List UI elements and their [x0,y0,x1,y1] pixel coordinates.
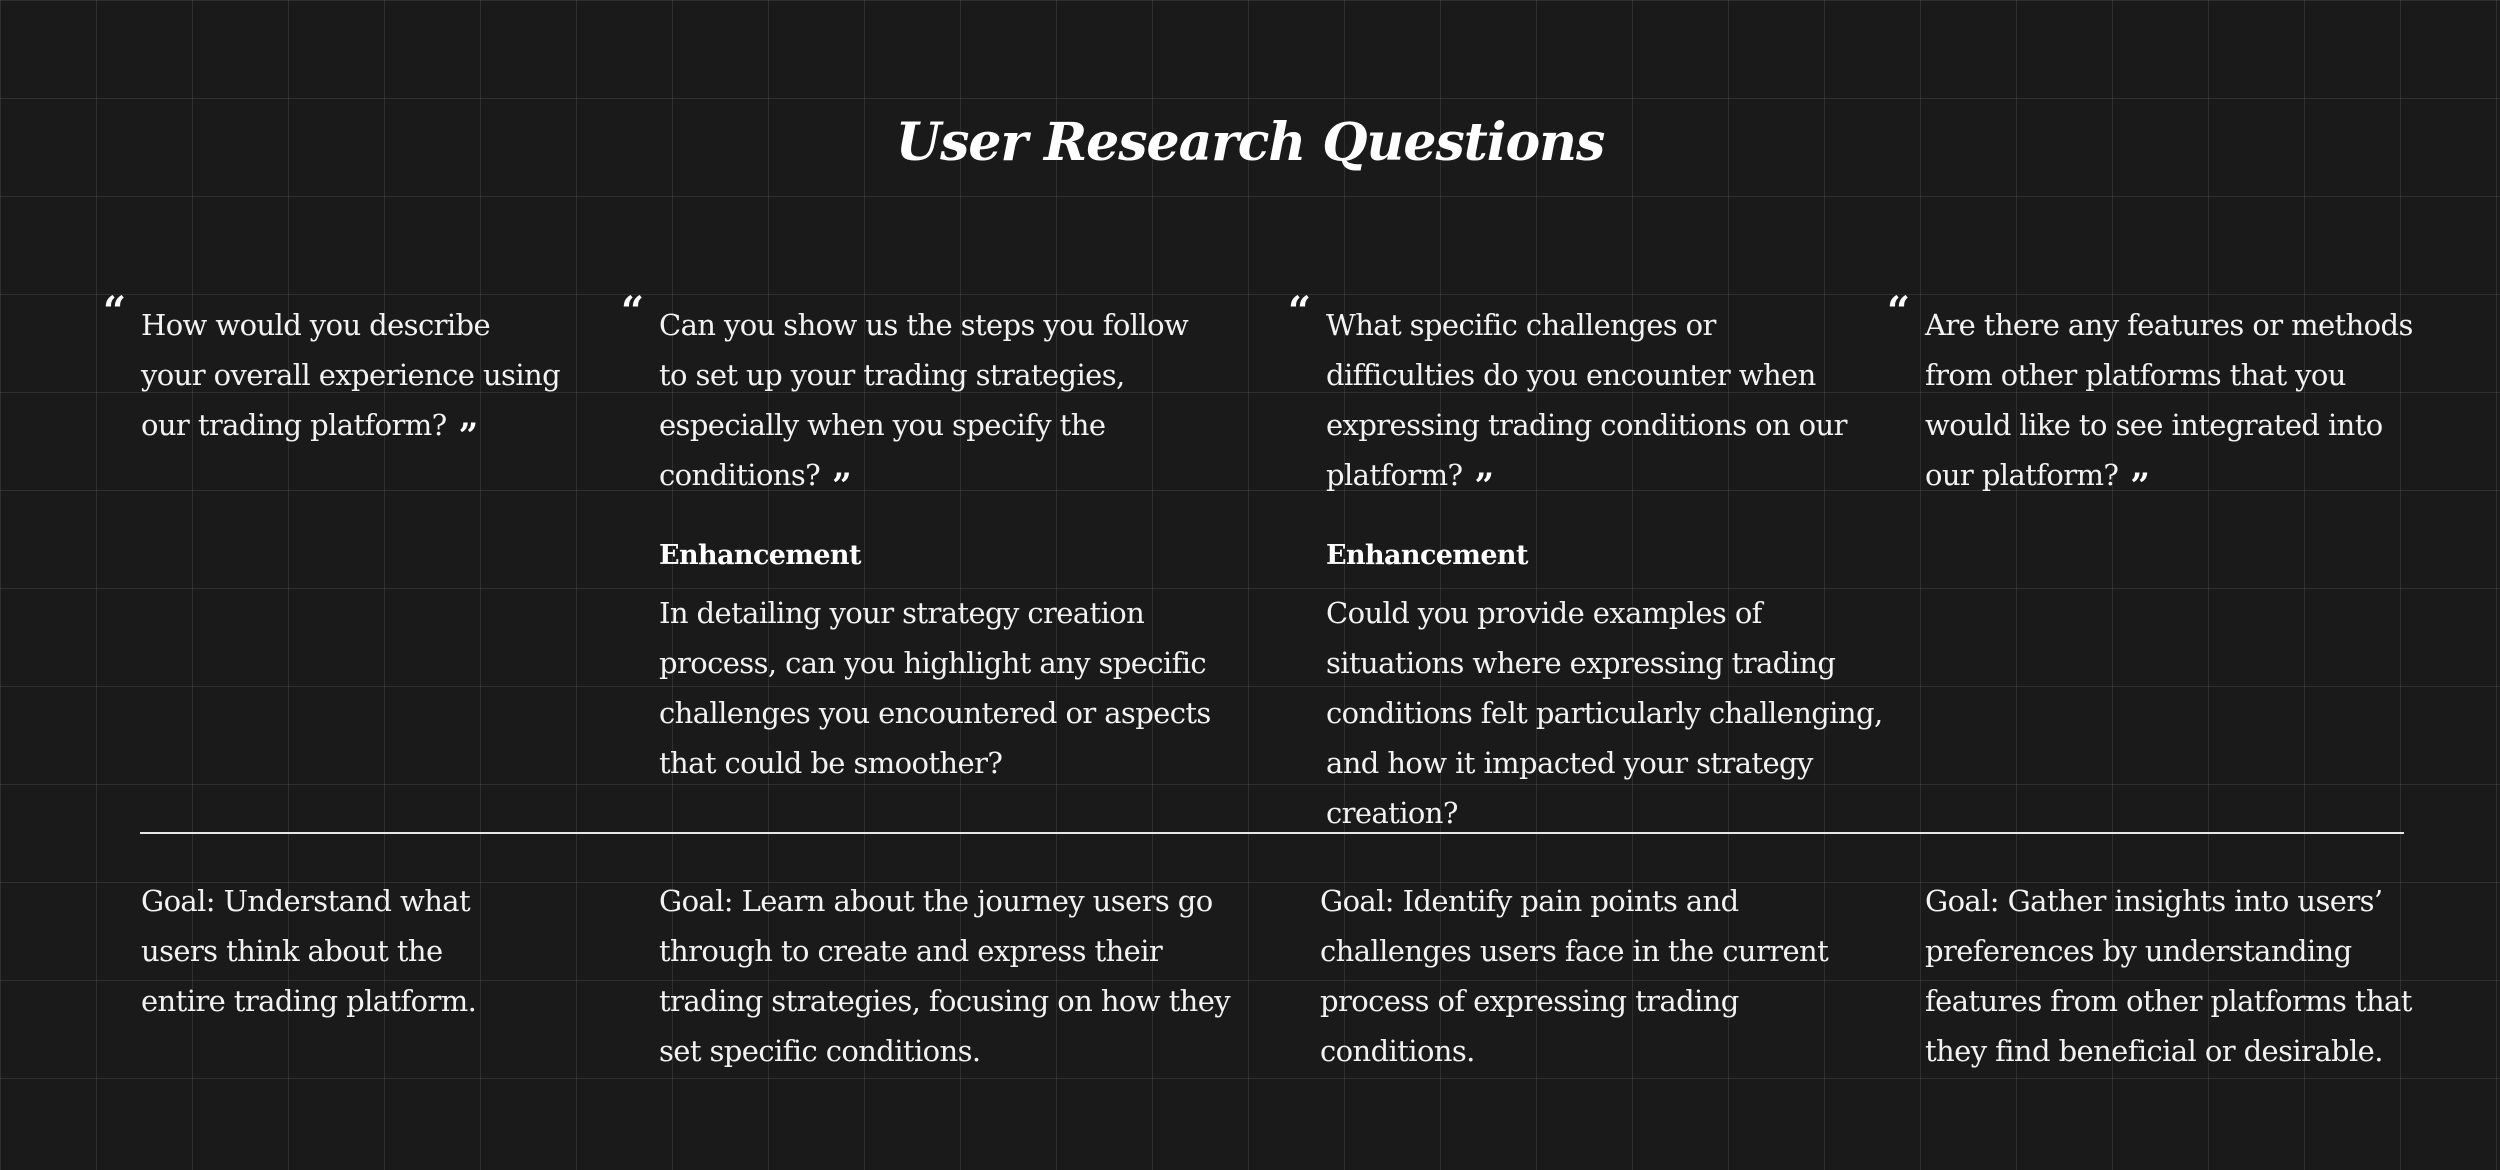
goal-text-4: Goal: Gather insights into users’ preferences by understanding features from other platforms that they find beneficial or desirable. [1925,884,2412,1068]
question-text: What specific challenges or difficulties do you encounter when expressing trading conditions on our platform? [1326,308,1847,492]
question-text: Can you show us the steps you follow to set up your trading strategies, especially when you specify the conditions? [659,308,1189,492]
open-quote-icon: “ [1887,288,1911,335]
question-column-3 [1288,288,1866,506]
close-quote-icon: ” [832,466,852,506]
enhancement-text: Could you provide examples of situations where expressing trading conditions felt particularly challenging, and how it impacted your strategy creation? [1326,596,1883,830]
goal-text-3: Goal: Identify pain points and challenges users face in the current process of expressing trading conditions. [1320,884,1829,1068]
goal-text-1: Goal: Understand what users think about the entire trading platform. [141,884,477,1018]
question-block [103,288,561,456]
open-quote-icon: “ [621,288,645,335]
question-text: How would you describe your overall experience using our trading platform? [141,308,561,442]
close-quote-icon: ” [2130,466,2150,506]
question-column-2 [621,288,1219,506]
question-text: Are there any features or methods from other platforms that you would like to see integrated into our platform? [1925,308,2413,492]
enhancement-label: Enhancement [1326,540,1528,571]
close-quote-icon: ” [1474,466,1495,506]
question-block [1288,288,1866,506]
close-quote-icon: ” [458,416,479,456]
question-block [621,288,1219,506]
page-title: User Research Questions [895,112,1605,173]
open-quote-icon: “ [103,288,127,335]
enhancement-text: In detailing your strategy creation process, can you highlight any specific challenges you encountered or aspects that could be smoother? [659,596,1211,780]
goal-text-2: Goal: Learn about the journey users go through to create and express their trading strategies, focusing on how they set specific conditions. [659,884,1231,1068]
question-column-4 [1887,288,2415,506]
section-divider [140,832,2404,834]
question-block [1887,288,2415,506]
enhancement-label: Enhancement [659,540,861,571]
question-column-1 [103,288,561,456]
open-quote-icon: “ [1288,288,1312,335]
